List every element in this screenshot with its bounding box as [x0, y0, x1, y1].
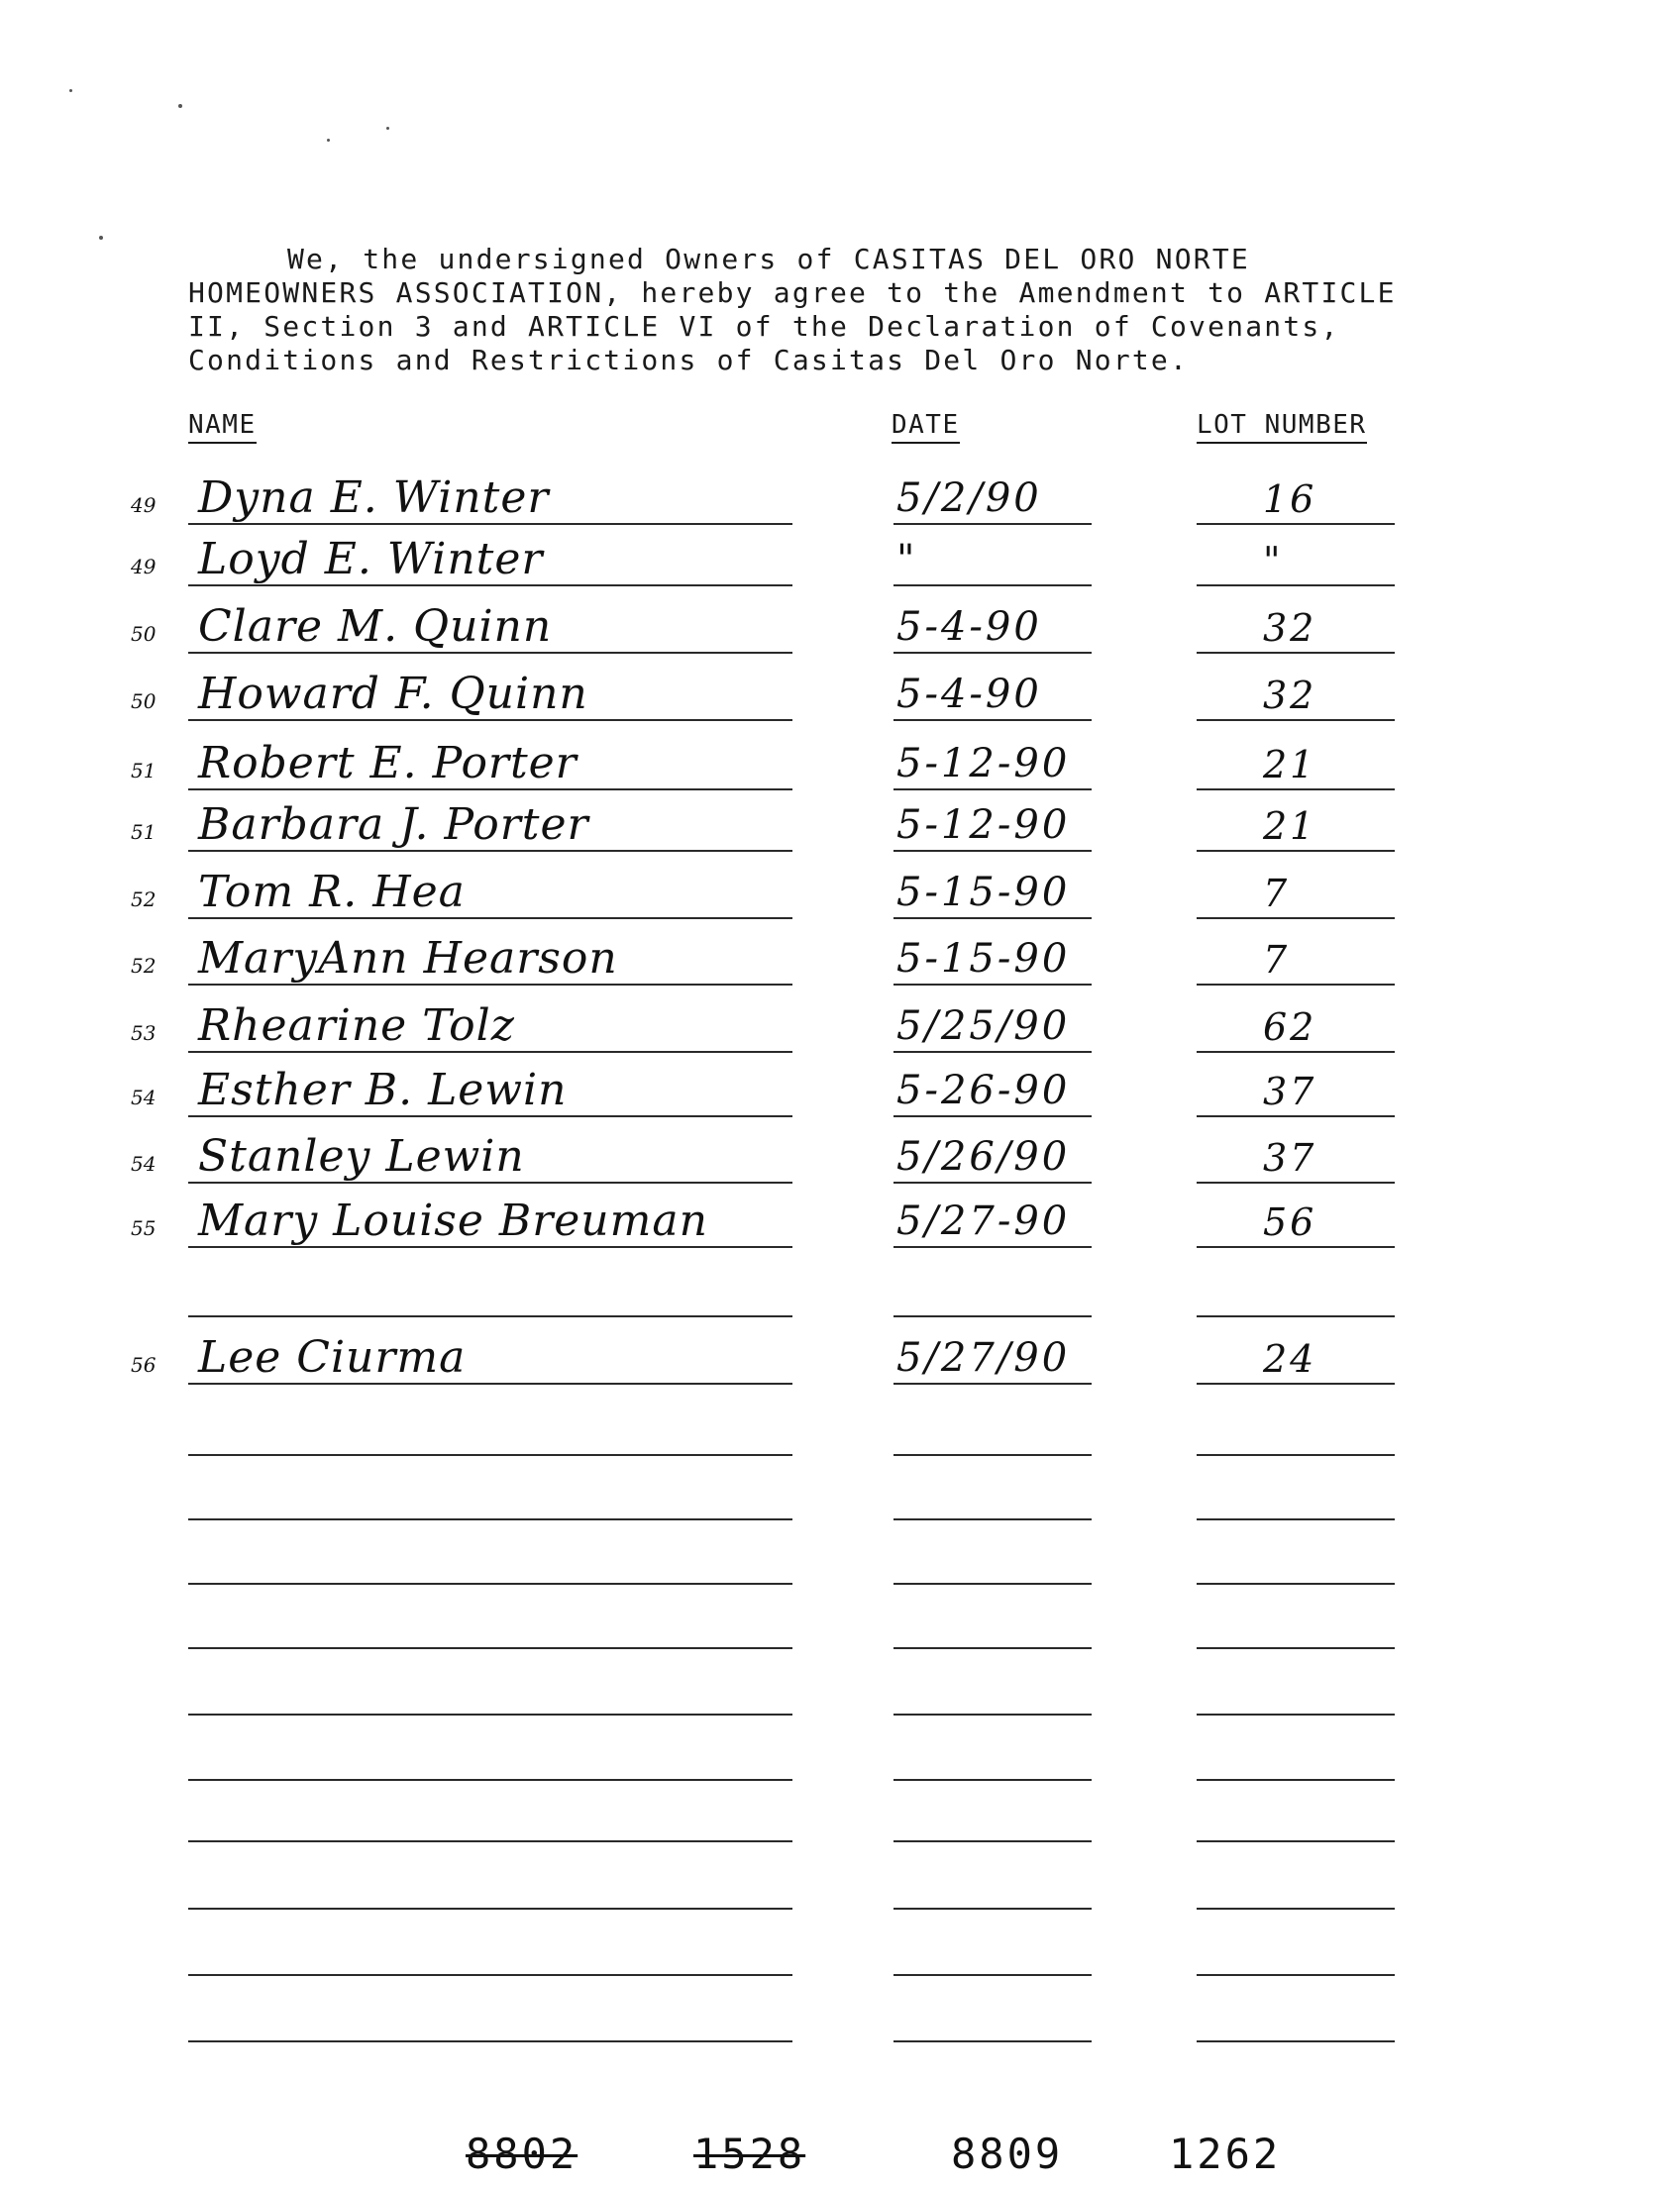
table-row: [0, 466, 1680, 525]
signature-line: [893, 1518, 1092, 1520]
signature-line: [1197, 1974, 1395, 1976]
signature-line: [893, 788, 1092, 790]
signature-line: [1197, 788, 1395, 790]
signature-line: [893, 1051, 1092, 1053]
page-number: 1262: [1169, 2130, 1282, 2178]
signature: Robert E. Porter: [198, 738, 578, 788]
signature-line: [188, 523, 792, 525]
signature-line: [1197, 584, 1395, 586]
table-row: [0, 1461, 1680, 1520]
table-row: [0, 1525, 1680, 1585]
signature-line: [893, 584, 1092, 586]
signature-line: [188, 850, 792, 852]
signature-line: [188, 1908, 792, 1910]
signature-date: 5-4-90: [896, 672, 1042, 717]
signature-line: [188, 917, 792, 919]
lot-number: 7: [1263, 872, 1291, 915]
signature: Esther B. Lewin: [198, 1065, 568, 1115]
signature: Dyna E. Winter: [198, 472, 550, 523]
row-number: 54: [131, 1152, 157, 1176]
row-number: 51: [131, 820, 157, 844]
signature-line: [893, 1454, 1092, 1456]
scan-speck: [327, 139, 330, 142]
scan-speck: [99, 236, 103, 240]
signature-date: 5/27/90: [896, 1335, 1071, 1381]
row-number: 56: [131, 1353, 157, 1377]
signature-line: [893, 1647, 1092, 1649]
struck-page-number: 1528: [693, 2130, 806, 2178]
signature-line: [188, 1051, 792, 1053]
signature-line: [188, 1518, 792, 1520]
lot-number: 16: [1263, 477, 1317, 521]
signature-date: 5/2/90: [896, 475, 1042, 521]
table-row: [0, 1124, 1680, 1184]
row-number: 54: [131, 1086, 157, 1109]
signature-line: [1197, 1051, 1395, 1053]
signature-line: [188, 1974, 792, 1976]
signature-line: [1197, 719, 1395, 721]
table-row: [0, 527, 1680, 586]
signature-line: [893, 1974, 1092, 1976]
signature-line: [1197, 1315, 1395, 1317]
table-row: [0, 860, 1680, 919]
table-row: [0, 1783, 1680, 1842]
signature-line: [1197, 1647, 1395, 1649]
lot-number: ": [1263, 539, 1284, 582]
signature-date: 5-15-90: [896, 936, 1071, 982]
lot-number: 24: [1263, 1337, 1317, 1381]
table-row: [0, 594, 1680, 654]
signature-line: [893, 1246, 1092, 1248]
signature-line: [188, 1583, 792, 1585]
table-row: [0, 1258, 1680, 1317]
signature-line: [188, 1647, 792, 1649]
row-number: 53: [131, 1021, 157, 1045]
signature-line: [188, 1315, 792, 1317]
table-row: [0, 1058, 1680, 1117]
signature-line: [188, 2040, 792, 2042]
lot-number: 21: [1263, 743, 1317, 786]
signature-line: [1197, 1779, 1395, 1781]
lot-number: 37: [1263, 1070, 1317, 1113]
scan-speck: [69, 89, 72, 92]
signature-line: [1197, 1840, 1395, 1842]
lot-number: 62: [1263, 1005, 1317, 1049]
signature-date: 5-26-90: [896, 1068, 1071, 1113]
signature-line: [188, 1115, 792, 1117]
signature-line: [188, 1840, 792, 1842]
signature-line: [893, 1779, 1092, 1781]
name-column-header: NAME: [188, 410, 257, 444]
signature-line: [893, 2040, 1092, 2042]
signature-line: [1197, 523, 1395, 525]
signature: Rhearine Tolz: [198, 1000, 515, 1051]
row-number: 52: [131, 954, 157, 978]
signature-line: [893, 1583, 1092, 1585]
lot-number: 37: [1263, 1136, 1317, 1180]
signature-line: [893, 917, 1092, 919]
signature-line: [1197, 1714, 1395, 1716]
signature-line: [188, 584, 792, 586]
signature: Stanley Lewin: [198, 1131, 525, 1182]
signature-line: [1197, 984, 1395, 986]
scan-speck: [386, 127, 389, 130]
signature-line: [893, 523, 1092, 525]
signature-line: [188, 652, 792, 654]
table-row: [0, 1325, 1680, 1385]
signature-date: 5/27-90: [896, 1198, 1071, 1244]
signature-line: [893, 1714, 1092, 1716]
lot-number: 32: [1263, 674, 1317, 717]
signature-line: [188, 984, 792, 986]
signature-line: [893, 1908, 1092, 1910]
signature-line: [893, 1315, 1092, 1317]
table-row: [0, 1721, 1680, 1781]
row-number: 50: [131, 689, 157, 713]
signature-line: [1197, 1115, 1395, 1117]
table-row: [0, 1397, 1680, 1456]
signature-date: 5-12-90: [896, 802, 1071, 848]
signature-line: [893, 1115, 1092, 1117]
row-number: 55: [131, 1216, 157, 1240]
signature-line: [188, 1383, 792, 1385]
signature-line: [893, 984, 1092, 986]
signature-line: [1197, 1583, 1395, 1585]
signature-line: [1197, 1454, 1395, 1456]
signature-date: 5-4-90: [896, 604, 1042, 650]
recording-number: 8809: [951, 2130, 1064, 2178]
lot-number: 32: [1263, 606, 1317, 650]
lot-number: 56: [1263, 1200, 1317, 1244]
signature: MaryAnn Hearson: [198, 933, 618, 984]
struck-recording-number: 8802: [466, 2130, 578, 2178]
table-row: [0, 1850, 1680, 1910]
signature-date: 5/26/90: [896, 1134, 1071, 1180]
signature-line: [188, 1714, 792, 1716]
signature-date: 5-15-90: [896, 870, 1071, 915]
table-row: [0, 1189, 1680, 1248]
signature-line: [188, 1182, 792, 1184]
row-number: 51: [131, 759, 157, 782]
signature-line: [1197, 1383, 1395, 1385]
signature-line: [893, 719, 1092, 721]
row-number: 50: [131, 622, 157, 646]
table-row: [0, 1983, 1680, 2042]
lot-number: 7: [1263, 938, 1291, 982]
signature-line: [893, 1182, 1092, 1184]
signature: Lee Ciurma: [198, 1332, 467, 1383]
signature-date: ": [896, 537, 918, 582]
table-row: [0, 993, 1680, 1053]
date-column-header: DATE: [892, 410, 960, 444]
signature-line: [188, 719, 792, 721]
signature-date: 5/25/90: [896, 1003, 1071, 1049]
signature: Clare M. Quinn: [198, 601, 553, 652]
agreement-text: We, the undersigned Owners of CASITAS DEL ORO NORTE HOMEOWNERS ASSOCIATION, hereby agree to the Amendment to ARTICLE II, Section 3 and ARTICLE VI of the Declaration of Covenants, Conditions and Restrictions of Casitas Del Oro Norte.: [188, 243, 1397, 376]
signature-line: [893, 652, 1092, 654]
signature: Barbara J. Porter: [198, 799, 589, 850]
signature-line: [893, 1383, 1092, 1385]
row-number: 49: [131, 493, 157, 517]
scan-speck: [178, 104, 182, 108]
table-row: [0, 1656, 1680, 1716]
signature-line: [188, 1454, 792, 1456]
table-row: [0, 1590, 1680, 1649]
signature-line: [1197, 850, 1395, 852]
signature-line: [188, 1779, 792, 1781]
signature-line: [1197, 652, 1395, 654]
signature: Loyd E. Winter: [198, 534, 544, 584]
table-row: [0, 792, 1680, 852]
signature-line: [1197, 1908, 1395, 1910]
table-row: [0, 1917, 1680, 1976]
signature-line: [188, 788, 792, 790]
signature: Mary Louise Breuman: [198, 1196, 708, 1246]
signature-line: [893, 1840, 1092, 1842]
row-number: 49: [131, 555, 157, 578]
signature: Tom R. Hea: [198, 867, 466, 917]
signature-line: [188, 1246, 792, 1248]
row-number: 52: [131, 887, 157, 911]
signature-date: 5-12-90: [896, 741, 1071, 786]
table-row: [0, 731, 1680, 790]
signature-line: [893, 850, 1092, 852]
signature-line: [1197, 1182, 1395, 1184]
signature-line: [1197, 917, 1395, 919]
table-row: [0, 662, 1680, 721]
lot-number: 21: [1263, 804, 1317, 848]
signature-line: [1197, 2040, 1395, 2042]
signature: Howard F. Quinn: [198, 669, 588, 719]
signature-line: [1197, 1518, 1395, 1520]
table-row: [0, 926, 1680, 986]
lot-number-column-header: LOT NUMBER: [1197, 410, 1367, 444]
signature-line: [1197, 1246, 1395, 1248]
